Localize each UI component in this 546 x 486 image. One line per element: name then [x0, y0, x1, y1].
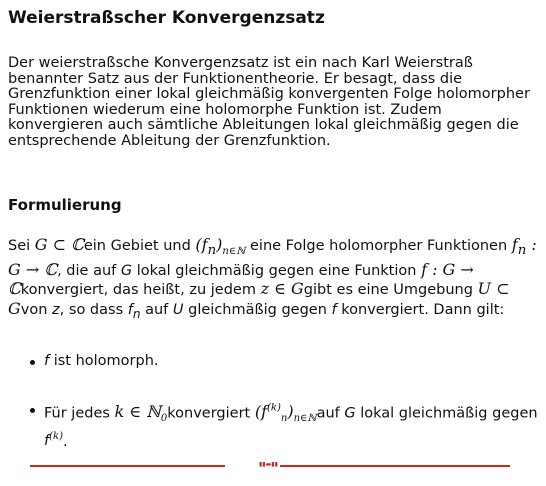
variable-f: f — [44, 353, 50, 369]
text-fragment: von — [20, 301, 53, 318]
math-superscript: (k) — [267, 403, 281, 414]
text-fragment: auf — [316, 405, 345, 422]
math-expression: G ⊂ ℂ — [34, 235, 84, 254]
math-expression: U ⊂ G — [8, 279, 510, 318]
section-heading-formulierung: Formulierung — [8, 196, 122, 214]
variable-g: G — [120, 262, 133, 279]
text-fragment: . — [62, 433, 68, 450]
math-expression — [254, 402, 317, 425]
math-superscript: (k) — [49, 431, 63, 443]
text-fragment: Für jedes — [44, 405, 115, 422]
math-part: ) — [216, 235, 223, 254]
text-fragment: lokal gleichmäßig gegen — [355, 405, 538, 422]
text-fragment: ist holomorph. — [49, 353, 159, 369]
math-part: (f — [254, 402, 267, 422]
article-title: Weierstraßscher Konvergenzsatz — [8, 8, 325, 28]
text-fragment: gibt es eine Umgebung — [303, 282, 478, 299]
text-fragment: lokal gleichmäßig gegen eine Funktion — [132, 262, 422, 279]
text-fragment: konvergiert — [167, 405, 255, 422]
math-part: k ∈ ℕ — [114, 402, 161, 422]
text-fragment: eine Folge holomorpher Funktionen — [245, 238, 512, 254]
text-fragment: konvergiert. Dann gilt: — [336, 301, 505, 318]
divider-line-right — [280, 465, 510, 467]
math-part: (f — [195, 235, 208, 254]
list-item — [30, 400, 538, 450]
divider-ornament: ▮▮▬▮▮ — [259, 461, 278, 468]
text-fragment: ein Gebiet und — [83, 238, 196, 254]
text-fragment: auf — [140, 301, 173, 318]
divider-line-left — [30, 465, 225, 467]
variable-f: f — [331, 301, 337, 318]
variable-z: z — [52, 301, 60, 318]
math-part: f — [44, 433, 50, 450]
math-subscript: 0 — [160, 413, 168, 425]
text-fragment: , so dass — [59, 301, 128, 318]
text-fragment: konvergiert, das heißt, zu jedem — [20, 282, 261, 299]
text-fragment: gleichmäßig gegen — [183, 301, 332, 318]
variable-f — [127, 301, 141, 321]
math-index: n∈ℕ — [293, 413, 317, 425]
math-expression: f : G → ℂ — [8, 259, 474, 299]
math-part: f — [511, 235, 518, 254]
math-subscript: n — [207, 243, 217, 259]
bullet-icon — [30, 408, 35, 413]
result-list — [30, 400, 538, 450]
math-part: : G → ℂ — [8, 235, 537, 279]
math-expression — [195, 235, 246, 259]
footer-divider — [30, 459, 510, 473]
variable-u: U — [172, 301, 184, 318]
text-fragment: , die auf — [57, 262, 121, 279]
variable-g: G — [344, 405, 356, 422]
result-list — [30, 352, 538, 370]
math-subscript: n — [280, 413, 288, 425]
list-item — [30, 352, 538, 370]
math-subscript: n — [132, 306, 141, 321]
variable-f — [44, 433, 63, 449]
math-expression — [114, 402, 168, 425]
math-index: n∈ℕ — [222, 246, 246, 258]
intro-paragraph: Der weierstraßsche Konvergenzsatz ist ein nach Karl Weierstraß benannter Satz aus der Funktionentheorie. Er besagt, dass die Grenzfunktion einer lokal gleichmäßig konvergenten Folge holomorpher Funktionen wiederum eine holomorphe Funktion ist. Zudem konvergieren auch sämtliche Ableitungen lokal gleichmäßig gegen die entsprechende Ableitung der Grenzfunktion. — [8, 55, 530, 149]
math-part: f — [127, 301, 133, 318]
math-expression: z ∈ G — [260, 279, 304, 299]
bullet-icon — [30, 360, 35, 365]
formulation-paragraph — [8, 236, 542, 323]
text-fragment: Sei — [8, 238, 35, 254]
math-subscript: n — [517, 243, 527, 259]
math-part: ) — [287, 402, 294, 422]
